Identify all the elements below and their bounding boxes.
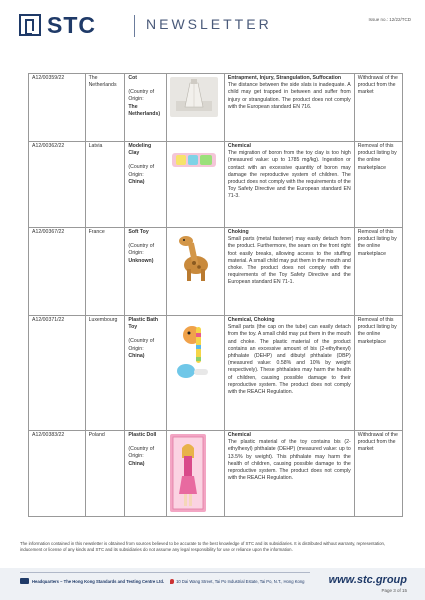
product-name: Plastic Bath Toy (128, 317, 159, 331)
ref-cell: A12/00359/22 (29, 74, 86, 142)
origin-value: China) (128, 178, 145, 185)
table-row (29, 431, 403, 517)
origin-value: China) (128, 352, 145, 359)
origin-label: (Country of Origin: (128, 243, 155, 257)
page-number: Page 3 of 15 (381, 588, 407, 593)
ref-cell: A12/00367/22 (29, 228, 86, 316)
risk-cell (224, 431, 354, 517)
ref-cell: A12/00371/22 (29, 316, 86, 431)
origin-value: China) (128, 460, 145, 467)
image-cell (167, 142, 225, 228)
plastic-doll-image (170, 434, 206, 512)
product-cell (125, 74, 167, 142)
risk-cell (224, 228, 354, 316)
newsletter-title: NEWSLETTER (146, 16, 272, 32)
table-row (29, 74, 403, 142)
origin-value: The Netherlands) (128, 103, 161, 117)
location-pin-icon (170, 579, 174, 584)
table-row (29, 316, 403, 431)
product-recall-table (28, 73, 403, 517)
product-cell (125, 142, 167, 228)
country-cell: France (85, 228, 125, 316)
measure-cell: Removal of this product listing by the online marketplace (354, 228, 402, 316)
risk-cell (224, 74, 354, 142)
measure-cell: Withdrawal of the product from the market (354, 74, 402, 142)
risk-title: Chemical, Choking (227, 317, 275, 323)
website-link[interactable]: www.stc.group (328, 574, 407, 586)
risk-description: The distance between the side slats is inadequate. A child may get trapped in between and suffer from injury or strangulation. The product does not comply with the European standard EN 716. (227, 82, 351, 110)
measure-cell: Withdrawal of the product from the market (354, 431, 402, 517)
table-row (29, 228, 403, 316)
bath-toy-image (170, 319, 218, 389)
origin-value: Unknown) (128, 257, 154, 264)
image-cell (167, 431, 225, 517)
newsletter-header (0, 0, 425, 50)
country-cell: Poland (85, 431, 125, 517)
image-cell (167, 316, 225, 431)
stc-logo (19, 13, 96, 37)
country-cell: Luxembourg (85, 316, 125, 431)
origin-label: (Country of Origin: (128, 89, 155, 103)
risk-title: Entrapment, Injury, Strangulation, Suffocation (227, 75, 342, 81)
product-cell (125, 228, 167, 316)
risk-title: Choking (227, 229, 249, 235)
measure-cell: Removal of this product listing by the online marketplace (354, 316, 402, 431)
product-name: Soft Toy (128, 229, 149, 235)
product-name: Cot (128, 75, 138, 81)
product-name: Plastic Doll (128, 432, 157, 438)
country-cell: Latvia (85, 142, 125, 228)
measure-cell: Removal of this product listing by the online marketplace (354, 142, 402, 228)
disclaimer: The information contained in this newsletter is obtained from sources believed to be accurate to the best knowledge of STC and its subsidiaries. It is distributed without warranty, representation, inducement or license of any kinds and STC and its subsidiaries do not assume any legal responsibility for use or reliance upon the information. (20, 541, 386, 552)
origin-label: (Country of Origin: (128, 446, 155, 460)
risk-cell (224, 316, 354, 431)
origin-label: (Country of Origin: (128, 164, 155, 178)
image-cell (167, 228, 225, 316)
logo-text: STC (47, 11, 96, 38)
origin-label: (Country of Origin: (128, 338, 155, 352)
ref-cell: A12/00362/22 (29, 142, 86, 228)
product-name: Modeling Clay (128, 143, 152, 157)
headquarters-name: Headquarters – The Hong Kong Standards and Testing Centre Ltd. (32, 578, 165, 584)
cot-image (170, 77, 218, 117)
giraffe-soft-toy-image (170, 231, 218, 285)
headquarters-info (20, 578, 305, 584)
ref-cell: A12/00383/22 (29, 431, 86, 517)
header-divider (134, 15, 135, 37)
modeling-clay-image (170, 145, 218, 175)
table-row (29, 142, 403, 228)
risk-description: Small parts (the cap on the tube) can easily detach from the toy. A small child may put them in the mouth and choke. The plastic material of the product contains an excessive amount of bis (2-ethylhexyl) phthalate (DEHP) and dibutyl phthalate (DBP) (measured value: 0.58% and 10% by weight respectively). These phthalates may harm the health of children, causing possible damage to their reproductive system. The product does not comply with the REACH Regulation. (227, 324, 351, 396)
risk-title: Chemical (227, 432, 251, 438)
risk-description: Small parts (metal fastener) may easily detach from the product. Furthermore, the seam on the front right foot easily breaks, allowing access to the stuffing material. A small child may put them in the mouth and choke. The product does not comply with the requirements of the Toy Safety Directive and the European standard EN 71-1. (227, 236, 351, 286)
footer-divider (20, 572, 310, 573)
stc-logo-icon (19, 14, 41, 36)
risk-description: The migration of boron from the toy clay is too high (measured value: up to 1785 mg/kg). Ingestion or contact with an excessive quantity of boron may damage the reproductive system of children. The product does not comply with the requirements of the Toy Safety Directive and the European standard EN 71-3. (227, 150, 351, 200)
building-icon (20, 578, 29, 584)
image-cell (167, 74, 225, 142)
product-cell (125, 316, 167, 431)
risk-title: Chemical (227, 143, 251, 149)
product-cell (125, 431, 167, 517)
risk-cell (224, 142, 354, 228)
country-cell: The Netherlands (85, 74, 125, 142)
issue-number: Issue no.: 12/22/TCD (368, 17, 411, 22)
headquarters-address: 10 Dai Wang Street, Tai Po Industrial Estate, Tai Po, N.T., Hong Kong (176, 578, 305, 584)
risk-description: The plastic material of the toy contains bis (2-ethylhexyl) phthalate (DEHP) (measured value: up to 13.5% by weight). This phthalate may harm the health of children, causing possible damage to the reproductive system. The product does not comply with the REACH Regulation. (227, 439, 351, 482)
